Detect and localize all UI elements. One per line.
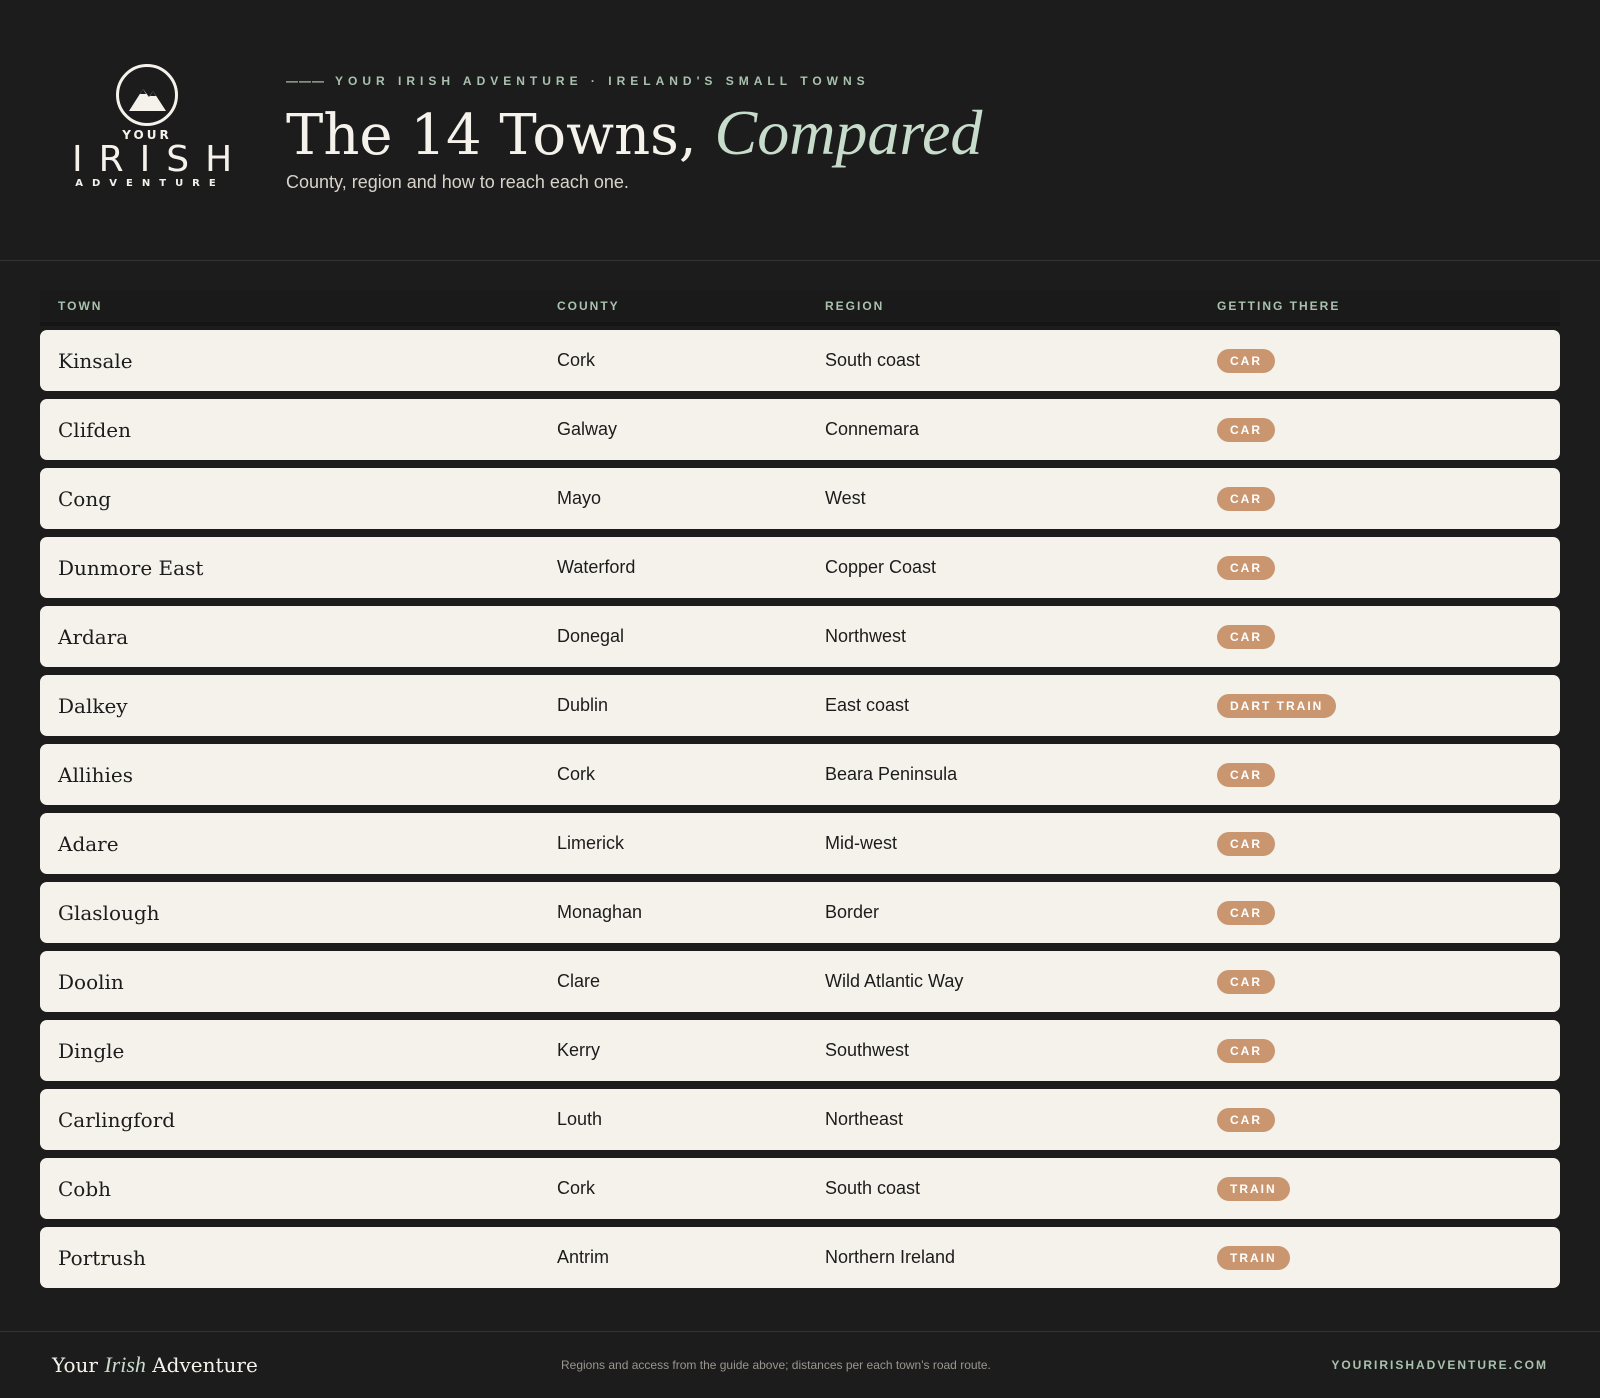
table-row[interactable]	[40, 606, 1560, 667]
logo-text-adventure: ADVENTURE	[75, 178, 225, 189]
county-cell: Mayo	[557, 488, 602, 508]
table-row[interactable]	[40, 744, 1560, 805]
town-name: Dalkey	[58, 693, 128, 718]
footer-brand-a: Your	[52, 1353, 98, 1377]
table-row[interactable]	[40, 399, 1560, 460]
getting-there-cell	[1217, 1246, 1560, 1270]
region-cell: Connemara	[825, 419, 920, 439]
table-header	[40, 290, 1560, 326]
table-row[interactable]	[40, 1227, 1560, 1288]
region-cell: East coast	[825, 695, 910, 715]
header-getting-there: GETTING THERE	[1217, 299, 1341, 313]
footer-brand[interactable]	[52, 1352, 258, 1378]
county-cell: Donegal	[557, 626, 625, 646]
county-cell: Clare	[557, 971, 601, 991]
footer-url-link[interactable]: YOURIRISHADVENTURE.COM	[1331, 1358, 1548, 1372]
table-row[interactable]	[40, 537, 1560, 598]
town-name: Cong	[58, 486, 112, 511]
getting-there-cell	[1217, 901, 1560, 925]
page-title	[286, 96, 982, 170]
getting-there-cell	[1217, 970, 1560, 994]
transport-badge: CAR	[1217, 1108, 1275, 1132]
transport-badge: CAR	[1217, 1039, 1275, 1063]
transport-badge: CAR	[1217, 418, 1275, 442]
mountain-icon	[116, 64, 178, 126]
town-name: Glaslough	[58, 900, 160, 925]
table-row[interactable]	[40, 330, 1560, 391]
header-county: COUNTY	[557, 299, 620, 313]
page-header	[0, 0, 1600, 261]
county-cell: Galway	[557, 419, 618, 439]
region-cell: South coast	[825, 350, 921, 370]
brand-logo[interactable]	[60, 64, 249, 189]
town-name: Kinsale	[58, 348, 133, 373]
transport-badge: CAR	[1217, 556, 1275, 580]
region-cell: Beara Peninsula	[825, 764, 958, 784]
logo-text-irish: IRISH	[72, 139, 249, 180]
header-region: REGION	[825, 299, 885, 313]
table-row[interactable]	[40, 1089, 1560, 1150]
county-cell: Cork	[557, 764, 596, 784]
town-name: Dunmore East	[58, 555, 204, 580]
header-town: TOWN	[58, 299, 103, 313]
towns-table	[40, 290, 1560, 1288]
eyebrow-text: YOUR IRISH ADVENTURE · IRELAND'S SMALL TOWNS	[335, 74, 870, 88]
footer-note: Regions and access from the guide above; distances per each town's road route.	[561, 1358, 991, 1372]
footer-brand-b: Adventure	[152, 1353, 258, 1377]
transport-badge: DART TRAIN	[1217, 694, 1336, 718]
town-name: Clifden	[58, 417, 132, 442]
eyebrow	[286, 74, 870, 88]
table-row[interactable]	[40, 1020, 1560, 1081]
county-cell: Waterford	[557, 557, 636, 577]
town-name: Carlingford	[58, 1107, 176, 1132]
title-italic: Compared	[714, 97, 983, 168]
county-cell: Monaghan	[557, 902, 643, 922]
region-cell: West	[825, 488, 866, 508]
region-cell: Mid-west	[825, 833, 898, 853]
region-cell: Copper Coast	[825, 557, 937, 577]
getting-there-cell	[1217, 1108, 1560, 1132]
table-row[interactable]	[40, 675, 1560, 736]
table-row[interactable]	[40, 951, 1560, 1012]
eyebrow-dash: ———	[286, 74, 325, 88]
table-body	[40, 330, 1560, 1288]
county-cell: Cork	[557, 350, 596, 370]
table-row[interactable]	[40, 1158, 1560, 1219]
county-cell: Antrim	[557, 1247, 610, 1267]
region-cell: Northern Ireland	[825, 1247, 956, 1267]
logo-text-your: YOUR	[122, 128, 172, 142]
getting-there-cell	[1217, 349, 1560, 373]
getting-there-cell	[1217, 1177, 1560, 1201]
table-row[interactable]	[40, 882, 1560, 943]
transport-badge: CAR	[1217, 487, 1275, 511]
getting-there-cell	[1217, 487, 1560, 511]
table-row[interactable]	[40, 813, 1560, 874]
getting-there-cell	[1217, 418, 1560, 442]
page-footer	[0, 1331, 1600, 1398]
transport-badge: CAR	[1217, 832, 1275, 856]
transport-badge: TRAIN	[1217, 1177, 1290, 1201]
transport-badge: CAR	[1217, 349, 1275, 373]
region-cell: Wild Atlantic Way	[825, 971, 964, 991]
town-name: Ardara	[58, 624, 129, 649]
footer-brand-italic: Irish	[104, 1352, 146, 1377]
town-name: Dingle	[58, 1038, 125, 1063]
title-main: The 14 Towns,	[286, 103, 697, 168]
county-cell: Cork	[557, 1178, 596, 1198]
getting-there-cell	[1217, 1039, 1560, 1063]
getting-there-cell	[1217, 832, 1560, 856]
county-cell: Kerry	[557, 1040, 601, 1060]
getting-there-cell	[1217, 625, 1560, 649]
page-subtitle: County, region and how to reach each one.	[286, 172, 629, 192]
transport-badge: CAR	[1217, 763, 1275, 787]
town-name: Doolin	[58, 969, 124, 994]
getting-there-cell	[1217, 763, 1560, 787]
transport-badge: CAR	[1217, 625, 1275, 649]
transport-badge: CAR	[1217, 970, 1275, 994]
getting-there-cell	[1217, 694, 1560, 718]
town-name: Adare	[58, 831, 119, 856]
town-name: Allihies	[58, 762, 134, 787]
county-cell: Limerick	[557, 833, 625, 853]
county-cell: Louth	[557, 1109, 603, 1129]
transport-badge: TRAIN	[1217, 1246, 1290, 1270]
county-cell: Dublin	[557, 695, 609, 715]
region-cell: Northwest	[825, 626, 907, 646]
region-cell: Border	[825, 902, 880, 922]
region-cell: Northeast	[825, 1109, 904, 1129]
town-name: Portrush	[58, 1245, 146, 1270]
transport-badge: CAR	[1217, 901, 1275, 925]
region-cell: Southwest	[825, 1040, 910, 1060]
table-row[interactable]	[40, 468, 1560, 529]
town-name: Cobh	[58, 1176, 112, 1201]
region-cell: South coast	[825, 1178, 921, 1198]
getting-there-cell	[1217, 556, 1560, 580]
